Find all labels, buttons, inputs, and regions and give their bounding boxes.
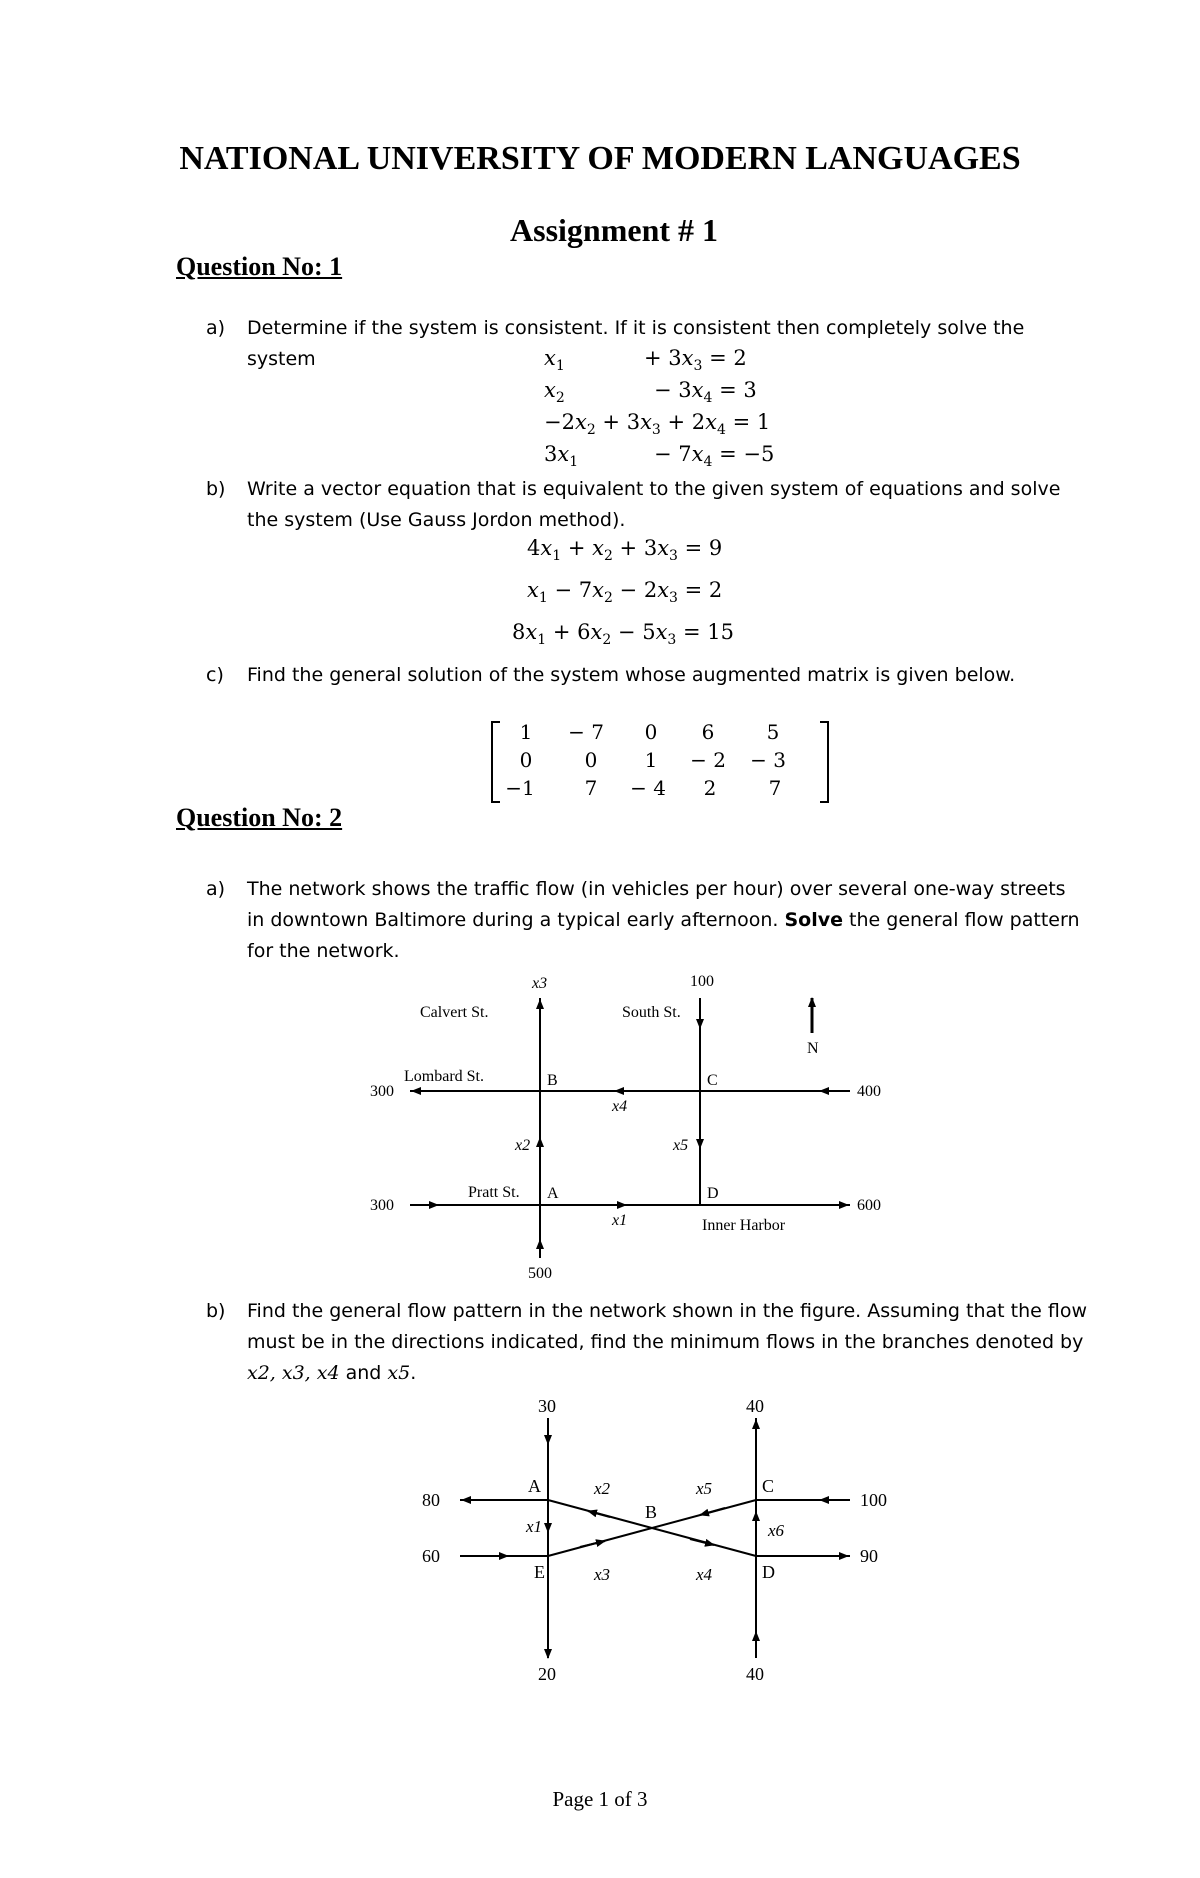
- label-300-west-bottom: 300: [370, 1197, 394, 1214]
- label-node-d: D: [762, 1562, 775, 1582]
- label-x4: x4: [612, 1098, 628, 1115]
- label-node-a: A: [547, 1185, 559, 1202]
- matrix-cell: 1: [644, 748, 658, 772]
- matrix-cell: − 7: [568, 720, 604, 744]
- label-node-b: B: [547, 1072, 558, 1089]
- label-node-d: D: [707, 1185, 719, 1202]
- q1-b-text: Write a vector equation that is equivalent to the given system of equations and solve the system (Use Gauss Jordon method).: [247, 478, 1061, 531]
- question-2-heading: Question No: 2: [176, 803, 343, 832]
- label-x2: x2: [515, 1137, 531, 1154]
- q1-a-eq3: $-2x_2 + 3x_3 + 2x_4 = 1$: [544, 410, 771, 439]
- q1-a-eq2: $x_2$ − $3x_4 = 3$: [544, 378, 757, 407]
- q1-a-text: Determine if the system is consistent. If it is consistent then completely solve the system: [247, 317, 1025, 370]
- q1-b-marker: b): [206, 478, 226, 500]
- q1-a-marker: a): [206, 317, 226, 339]
- label-20-bottom: 20: [538, 1664, 556, 1684]
- label-pratt: Pratt St.: [468, 1184, 520, 1201]
- label-80: 80: [422, 1490, 440, 1510]
- label-40-top: 40: [746, 1396, 764, 1416]
- label-400-east: 400: [857, 1083, 881, 1100]
- label-lombard: Lombard St.: [404, 1068, 484, 1085]
- augmented-matrix: [488, 720, 832, 804]
- label-90: 90: [860, 1546, 878, 1566]
- matrix-cell: − 3: [750, 748, 786, 772]
- label-300-west-top: 300: [370, 1083, 394, 1100]
- label-x4: x4: [696, 1565, 713, 1584]
- matrix-cell: 5: [766, 720, 780, 744]
- q1-c-marker: c): [206, 664, 224, 686]
- q1-a-eq1: $x_1$ + $3x_3 = 2$: [544, 346, 747, 375]
- matrix-cell: 7: [584, 776, 598, 800]
- matrix-cell: 0: [519, 748, 533, 772]
- q2-b-text: Find the general flow pattern in the network shown in the figure. Assuming that the flow must be in the directions indicated, find the minimum flows in the branches denoted by x2, x3, x4 and x5.: [247, 1300, 1087, 1384]
- q1-b-eq1: $4x_1 + x_2 + 3x_3 = 9$: [527, 536, 723, 565]
- label-node-c: C: [707, 1072, 718, 1089]
- label-100: 100: [690, 973, 714, 990]
- label-500: 500: [528, 1265, 552, 1282]
- label-node-e: E: [534, 1562, 545, 1582]
- label-x5: x5: [696, 1479, 713, 1498]
- label-x3: x3: [532, 975, 548, 992]
- label-600-east: 600: [857, 1197, 881, 1214]
- q1-b-eq2: $x_1 - 7x_2 - 2x_3 = 2$: [527, 578, 723, 607]
- matrix-cell: − 2: [690, 748, 726, 772]
- label-60: 60: [422, 1546, 440, 1566]
- matrix-cell: 0: [584, 748, 598, 772]
- baltimore-network-figure: [360, 968, 900, 1283]
- label-x3: x3: [594, 1565, 611, 1584]
- q1-b-eq3: $8x_1 + 6x_2 - 5x_3 = 15$: [512, 620, 735, 649]
- label-south: South St.: [622, 1004, 681, 1021]
- label-x6: x6: [768, 1521, 785, 1540]
- q2-b-marker: b): [206, 1300, 226, 1322]
- matrix-cell: − 4: [630, 776, 666, 800]
- label-30-top: 30: [538, 1396, 556, 1416]
- label-node-c: C: [762, 1476, 775, 1496]
- question-1-heading: Question No: 1: [176, 252, 343, 281]
- matrix-cell: 6: [701, 720, 715, 744]
- label-x5: x5: [673, 1137, 689, 1154]
- matrix-cell: 7: [768, 776, 782, 800]
- q1-a-eq4: $3x_1$ − $7x_4 = -5$: [544, 442, 775, 471]
- university-title: NATIONAL UNIVERSITY OF MODERN LANGUAGES: [179, 140, 1021, 177]
- label-40-bottom: 40: [746, 1664, 764, 1684]
- q2-a-text: The network shows the traffic flow (in vehicles per hour) over several one-way streets in downtown Baltimore during a typical early afternoon. Solve the general flow pattern for the network.: [247, 878, 1080, 962]
- assignment-title: Assignment # 1: [510, 212, 719, 248]
- matrix-cell: 1: [519, 720, 533, 744]
- label-x1: x1: [612, 1212, 628, 1229]
- label-x1: x1: [526, 1517, 543, 1536]
- matrix-cell: −1: [505, 776, 535, 800]
- label-calvert: Calvert St.: [420, 1004, 489, 1021]
- label-node-b: B: [645, 1502, 658, 1522]
- matrix-cell: 2: [703, 776, 717, 800]
- label-x2: x2: [594, 1479, 611, 1498]
- label-node-a: A: [528, 1476, 541, 1496]
- matrix-cell: 0: [644, 720, 658, 744]
- label-100: 100: [860, 1490, 887, 1510]
- crossing-network-figure: [400, 1396, 940, 1686]
- page-number: Page 1 of 3: [552, 1787, 648, 1811]
- q2-a-marker: a): [206, 878, 226, 900]
- q1-c-text: Find the general solution of the system whose augmented matrix is given below.: [247, 664, 1016, 686]
- label-north: N: [807, 1040, 819, 1057]
- label-inner-harbor: Inner Harbor: [702, 1217, 786, 1234]
